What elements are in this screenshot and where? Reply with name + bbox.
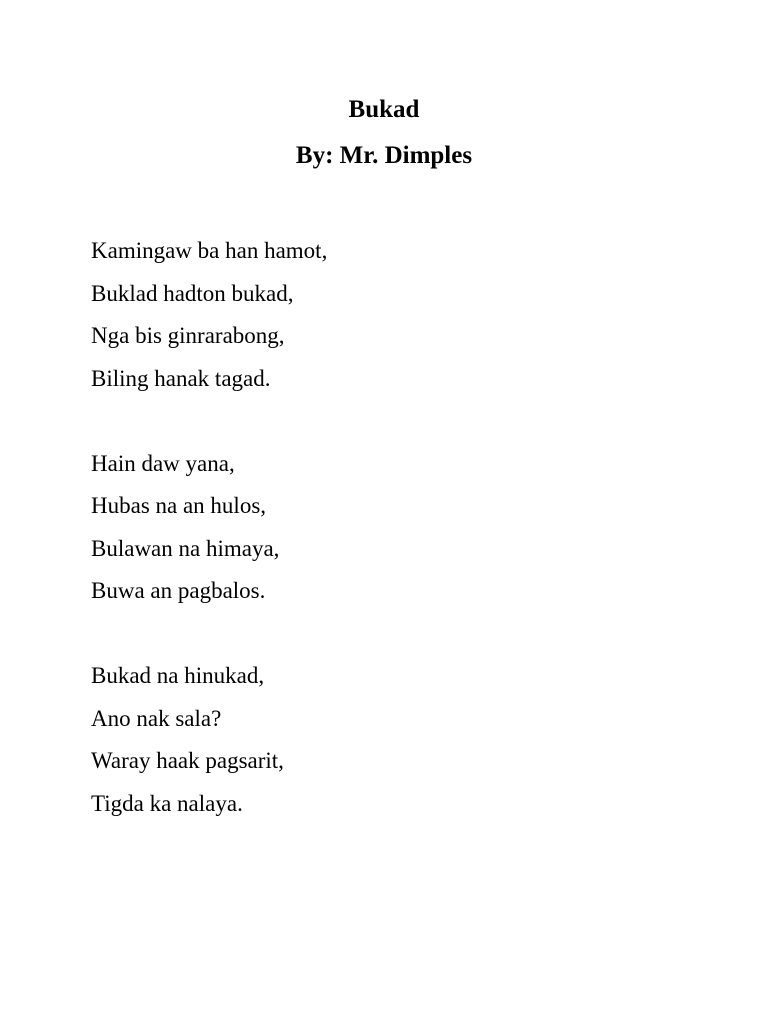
poem-line: Buklad hadton bukad, [91, 280, 294, 306]
poem-line: Hubas na an hulos, [91, 493, 267, 518]
stanza-3 [91, 655, 691, 825]
poem-line: Biling hanak tagad. [91, 365, 271, 391]
poem-line: Kamingaw ba han hamot, [91, 238, 328, 263]
poem-line: Bulawan na himaya, [91, 535, 280, 561]
poem-body [91, 230, 691, 868]
poem-line: Tigda ka nalaya. [91, 790, 243, 816]
stanza-1 [91, 230, 691, 400]
poem-line: Nga bis ginrarabong, [91, 323, 285, 348]
poem-line: Bukad na hinukad, [91, 663, 265, 688]
poem-line: Ano nak sala? [91, 705, 222, 731]
poem-line: Waray haak pagsarit, [91, 748, 284, 773]
poem-title: Bukad [348, 96, 420, 123]
poem-line: Buwa an pagbalos. [91, 578, 266, 603]
stanza-2 [91, 443, 691, 613]
poem-line: Hain daw yana, [91, 450, 235, 476]
poem-author: By: Mr. Dimples [295, 142, 473, 169]
